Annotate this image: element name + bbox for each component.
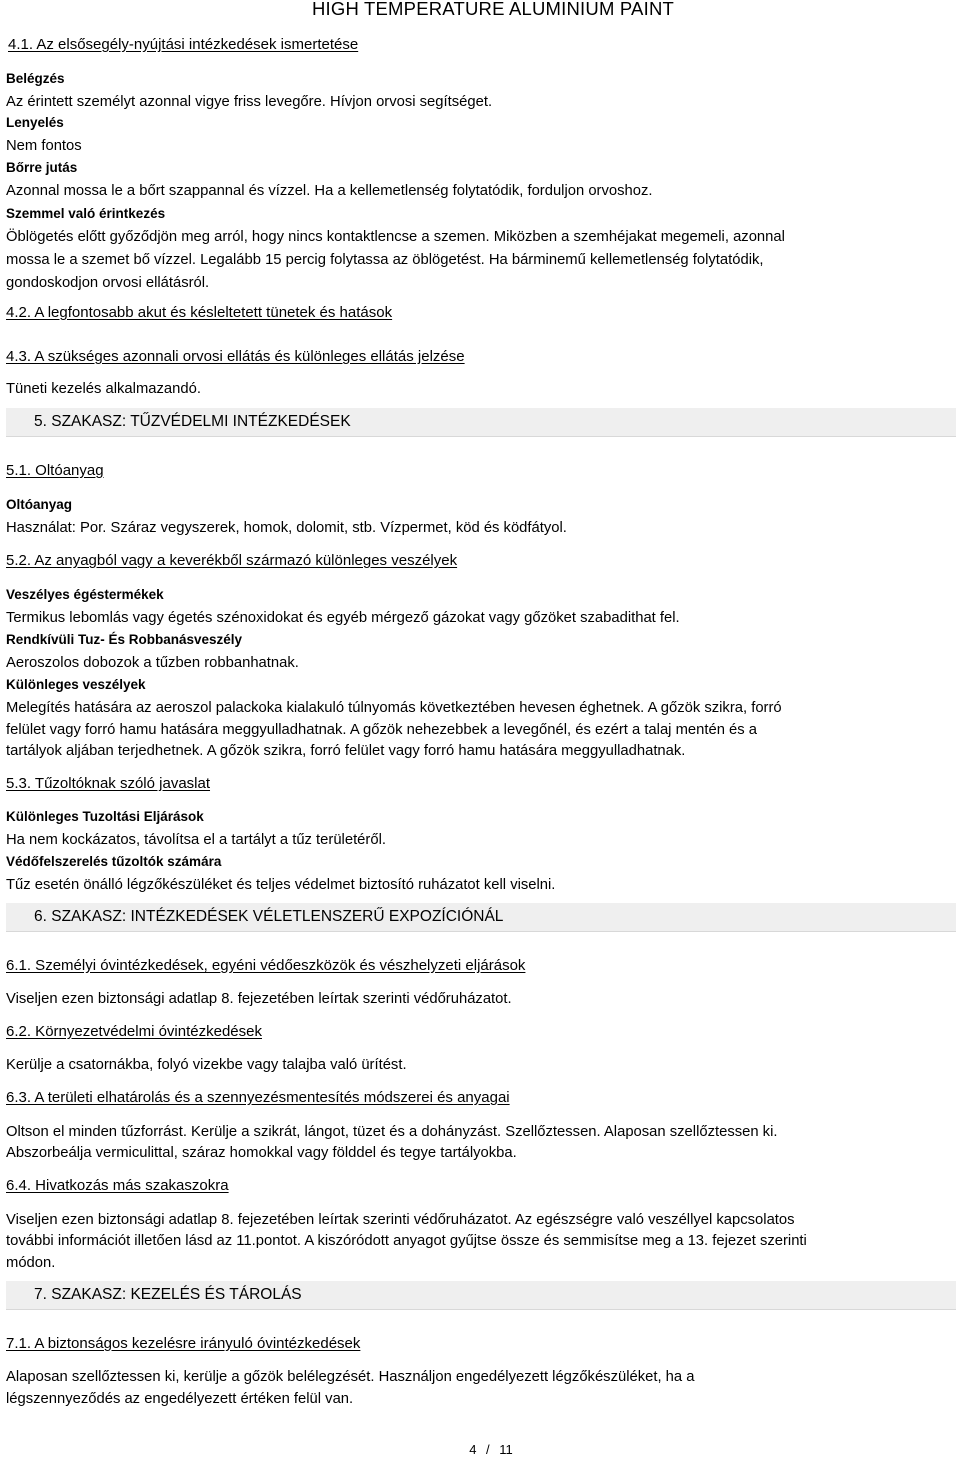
section-4-3-text: Tüneti kezelés alkalmazandó. [6,381,201,397]
firefighter-protection-heading: Védőfelszerelés tűzoltók számára [6,854,222,869]
section-5-1-heading: 5.1. Oltóanyag [6,462,104,479]
document-header-title: HIGH TEMPERATURE ALUMINIUM PAINT [311,0,674,19]
eye-contact-heading: Szemmel való érintkezés [6,206,166,221]
eye-contact-text-line2: mossa le a szemet bő vízzel. Legalább 15 percig folytassa az öblögetést. Ha bárminemű kellemetlenség folytatódik, [6,252,764,268]
section-6-banner [6,903,956,932]
page-separator: / [486,1442,490,1457]
section-6-2-text: Kerülje a csatornákba, folyó vizekbe vagy talajba való ürítést. [6,1057,407,1073]
section-5-banner [6,408,956,437]
page-footer [0,1442,960,1457]
section-7-title: 7. SZAKASZ: KEZELÉS ÉS TÁROLÁS [34,1286,302,1303]
special-hazards-text-line1: Melegítés hatására az aeroszol palackoka kialakuló túlnyomás következtében hevesen éghetnek. A gőzök szikra, forró [6,700,782,716]
special-hazards-text-line3: tartályok aljában terjedhetnek. A gőzök szikra, forró felület vagy forró hamu hatására meggyulladhatnak. [6,743,686,759]
skin-contact-heading: Bőrre jutás [6,160,78,175]
section-6-1-text: Viseljen ezen biztonsági adatlap 8. fejezetében leírtak szerinti védőruházatot. [6,991,512,1007]
firefighting-procedures-text: Ha nem kockázatos, távolítsa el a tartályt a tűz területéről. [6,832,386,848]
section-7-1-heading: 7.1. A biztonságos kezelésre irányuló óvintézkedések [6,1335,361,1352]
page-number: 4 [469,1442,477,1457]
hazardous-combustion-heading: Veszélyes égéstermékek [6,587,164,602]
firefighter-protection-text: Tűz esetén önálló légzőkészüléket és teljes védelmet biztosító ruházatot kell viselni. [6,877,556,893]
inhalation-heading: Belégzés [6,71,65,86]
ingestion-text: Nem fontos [6,138,82,154]
section-5-3-heading: 5.3. Tűzoltóknak szóló javaslat [6,775,211,792]
inhalation-text: Az érintett személyt azonnal vigye friss levegőre. Hívjon orvosi segítséget. [6,94,493,110]
ingestion-heading: Lenyelés [6,115,64,130]
section-6-2-heading: 6.2. Környezetvédelmi óvintézkedések [6,1023,262,1040]
hazardous-combustion-text: Termikus lebomlás vagy égetés szénoxidokat és egyéb mérgező gázokat vagy gőzöket szabadithat fel. [6,610,680,626]
section-6-3-text-line1: Oltson el minden tűzforrást. Kerülje a szikrát, lángot, tüzet és a dohányzást. Szellőztessen. Alaposan szellőztessen ki. [6,1124,778,1140]
skin-contact-text: Azonnal mossa le a bőrt szappannal és vízzel. Ha a kellemetlenség folytatódik, forduljon orvoshoz. [6,183,653,199]
section-6-1-heading: 6.1. Személyi óvintézkedések, egyéni védőeszközök és vészhelyzeti eljárások [6,957,526,974]
section-6-4-text-line1: Viseljen ezen biztonsági adatlap 8. fejezetében leírtak szerinti védőruházatot. Az egészségre való veszéllyel kapcsolatos [6,1212,795,1228]
eye-contact-text-line1: Öblögetés előtt győződjön meg arról, hogy nincs kontaktlencse a szemen. Miközben a szemhéjakat megemeli, azonnal [6,229,785,245]
special-hazards-heading: Különleges veszélyek [6,677,146,692]
section-4-1-heading: 4.1. Az elsősegély-nyújtási intézkedések ismertetése [8,36,359,53]
section-6-3-text-line2: Abszorbeálja vermiculittal, száraz homokkal vagy földdel és tegye tartályokba. [6,1145,517,1161]
fire-explosion-text: Aeroszolos dobozok a tűzben robbanhatnak. [6,655,299,671]
extinguishing-media-text: Használat: Por. Száraz vegyszerek, homok, dolomit, stb. Vízpermet, köd és ködfátyol. [6,520,567,536]
eye-contact-text-line3: gondoskodjon orvosi ellátásról. [6,275,210,291]
section-5-2-heading: 5.2. Az anyagból vagy a keverékből származó különleges veszélyek [6,552,458,569]
special-hazards-text-line2: felület vagy forró hamu hatására meggyulladhatnak. A gőzök nehezebbek a levegőnél, és ezért a talaj mentén és a [6,722,758,738]
section-6-4-text-line3: módon. [6,1255,56,1271]
section-6-title: 6. SZAKASZ: INTÉZKEDÉSEK VÉLETLENSZERŰ EXPOZÍCIÓNÁL [34,908,504,925]
section-5-title: 5. SZAKASZ: TŰZVÉDELMI INTÉZKEDÉSEK [34,413,351,430]
section-7-banner [6,1281,956,1310]
firefighting-procedures-heading: Különleges Tuzoltási Eljárások [6,809,204,824]
section-4-3-heading: 4.3. A szükséges azonnali orvosi ellátás és különleges ellátás jelzése [6,348,465,365]
fire-explosion-heading: Rendkívüli Tuz- És Robbanásveszély [6,632,243,647]
section-6-4-heading: 6.4. Hivatkozás más szakaszokra [6,1177,229,1194]
section-4-2-heading: 4.2. A legfontosabb akut és késleltetett tünetek és hatások [6,304,393,321]
section-7-1-text-line1: Alaposan szellőztessen ki, kerülje a gőzök belélegzését. Használjon engedélyezett légzőkészüléket, ha a [6,1369,695,1385]
section-6-3-heading: 6.3. A területi elhatárolás és a szennyezésmentesítés módszerei és anyagai [6,1089,510,1106]
page-total: 11 [499,1442,513,1457]
section-7-1-text-line2: légszennyeződés az engedélyezett értéken felül van. [6,1391,354,1407]
extinguishing-media-heading: Oltóanyag [6,497,73,512]
section-6-4-text-line2: további információt illetően lásd az 11.pontot. A kiszóródott anyagot gyűjtse össze és semmisítse meg a 13. fejezet szerinti [6,1233,807,1249]
